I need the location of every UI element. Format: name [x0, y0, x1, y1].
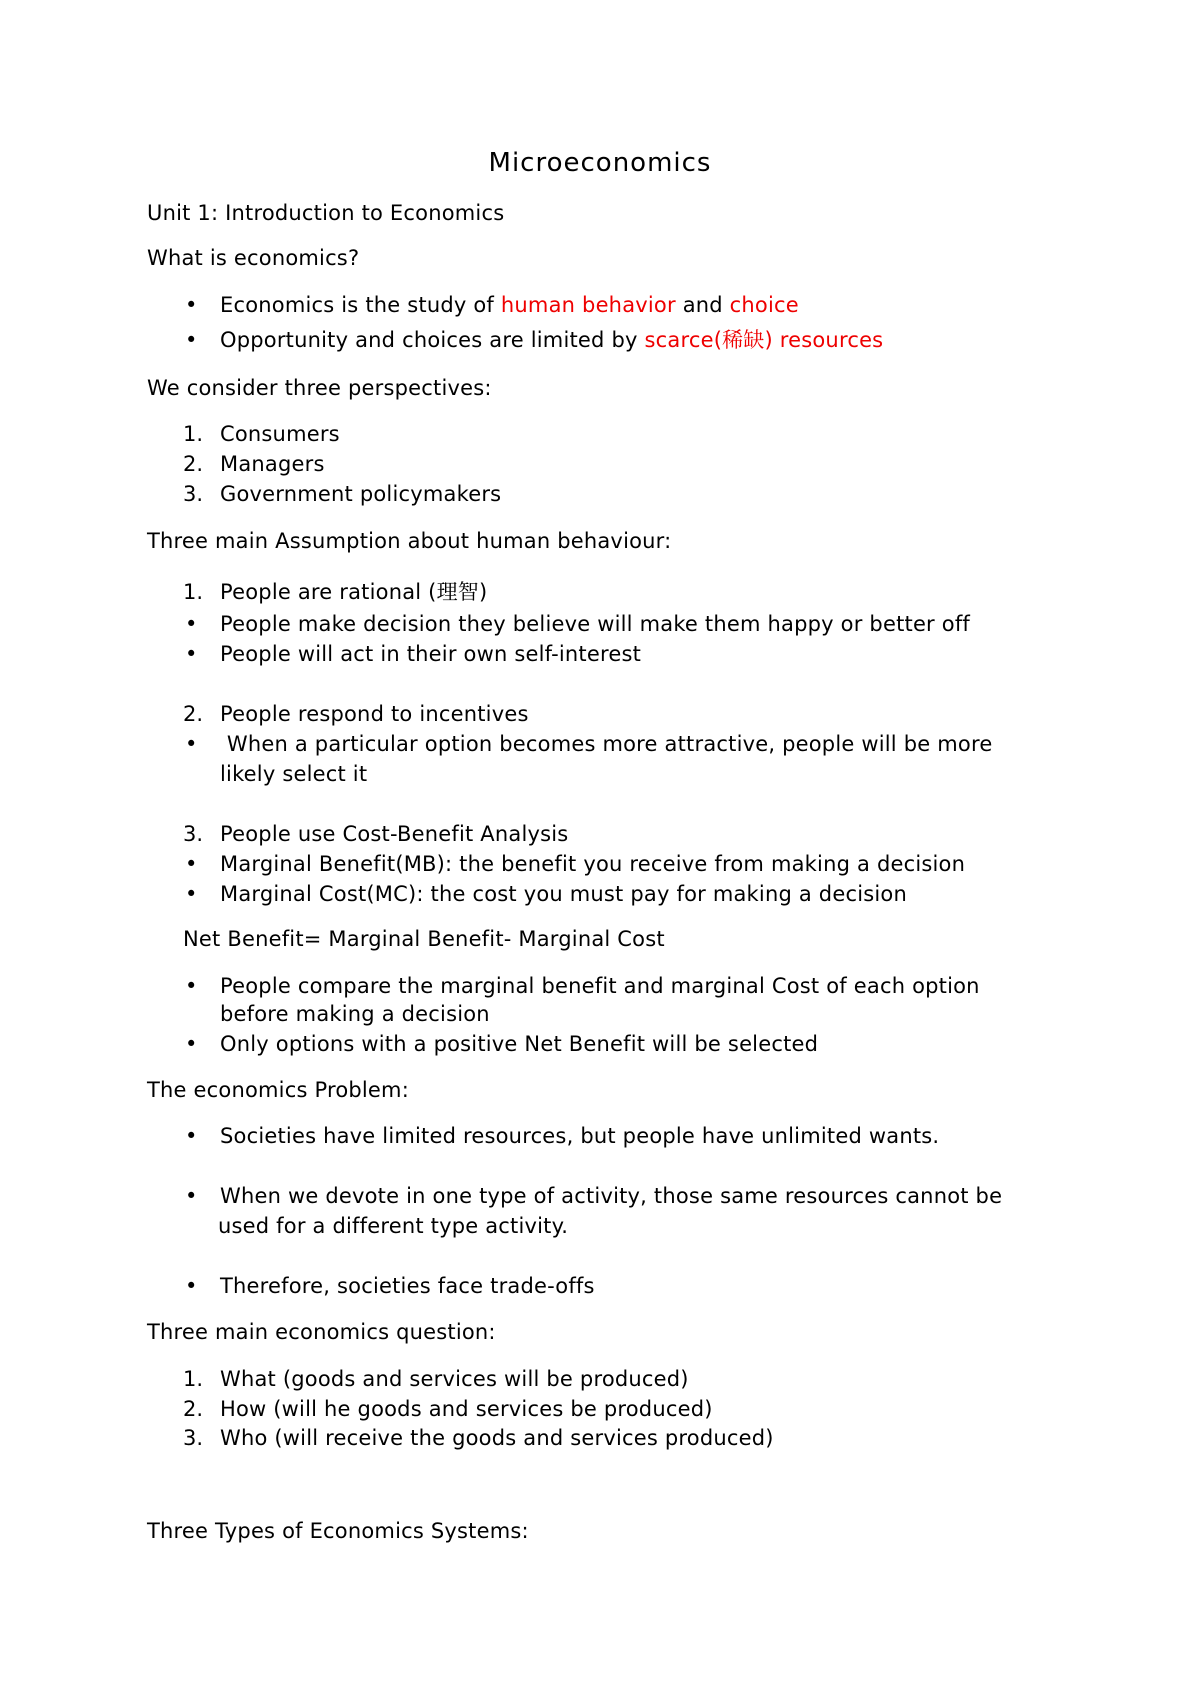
list-item: People compare the marginal benefit and marginal Cost of each option: [220, 974, 980, 998]
bullet-icon: •: [185, 852, 198, 876]
list-item: People will act in their own self-interest: [220, 642, 642, 666]
problem-heading: The economics Problem:: [147, 1078, 409, 1102]
what-heading: What is economics?: [147, 246, 360, 270]
list-number: 1.: [183, 580, 204, 604]
bullet-icon: •: [185, 1032, 198, 1056]
list-item-continuation: before making a decision: [220, 1002, 490, 1026]
list-number: 2.: [183, 452, 204, 476]
list-item: Therefore, societies face trade-offs: [220, 1274, 595, 1298]
list-item: People are rational (理智): [220, 580, 488, 604]
bullet-icon: •: [185, 328, 198, 352]
list-item: Marginal Cost(MC): the cost you must pay for making a decision: [220, 882, 907, 906]
list-number: 3.: [183, 482, 204, 506]
list-number: 3.: [183, 822, 204, 846]
list-item: Who (will receive the goods and services produced): [220, 1426, 774, 1450]
list-item: People make decision they believe will make them happy or better off: [220, 612, 971, 636]
list-item-continuation: used for a different type activity.: [218, 1214, 569, 1238]
list-item: Consumers: [220, 422, 340, 446]
assumption-heading: Three main Assumption about human behaviour:: [147, 529, 672, 553]
net-benefit-formula: Net Benefit= Marginal Benefit- Marginal Cost: [183, 927, 665, 951]
bullet-icon: •: [185, 882, 198, 906]
perspectives-heading: We consider three perspectives:: [147, 376, 492, 400]
list-item: Opportunity and choices are limited by scarce(稀缺) resources: [220, 328, 884, 352]
list-number: 3.: [183, 1426, 204, 1450]
bullet-icon: •: [185, 1124, 198, 1148]
page-title: Microeconomics: [488, 148, 712, 178]
systems-heading: Three Types of Economics Systems:: [147, 1519, 529, 1543]
list-item: What (goods and services will be produced): [220, 1367, 689, 1391]
list-item: Managers: [220, 452, 325, 476]
list-item: Economics is the study of human behavior and choice: [220, 293, 799, 317]
unit-heading: Unit 1: Introduction to Economics: [147, 201, 505, 225]
list-number: 1.: [183, 422, 204, 446]
bullet-icon: •: [185, 732, 198, 756]
list-item: Only options with a positive Net Benefit will be selected: [220, 1032, 819, 1056]
list-item: Government policymakers: [220, 482, 502, 506]
bullet-icon: •: [185, 974, 198, 998]
bullet-icon: •: [185, 1274, 198, 1298]
question-heading: Three main economics question:: [147, 1320, 496, 1344]
bullet-icon: •: [185, 642, 198, 666]
list-number: 1.: [183, 1367, 204, 1391]
list-number: 2.: [183, 702, 204, 726]
list-item: People use Cost-Benefit Analysis: [220, 822, 569, 846]
list-item: When a particular option becomes more attractive, people will be more: [220, 732, 993, 756]
list-number: 2.: [183, 1397, 204, 1421]
list-item: When we devote in one type of activity, those same resources cannot be: [220, 1184, 1003, 1208]
bullet-icon: •: [185, 612, 198, 636]
bullet-icon: •: [185, 293, 198, 317]
list-item: Marginal Benefit(MB): the benefit you receive from making a decision: [220, 852, 966, 876]
list-item: How (will he goods and services be produced): [220, 1397, 713, 1421]
bullet-icon: •: [185, 1184, 198, 1208]
list-item-continuation: likely select it: [220, 762, 368, 786]
list-item: Societies have limited resources, but people have unlimited wants.: [220, 1124, 940, 1148]
list-item: People respond to incentives: [220, 702, 529, 726]
